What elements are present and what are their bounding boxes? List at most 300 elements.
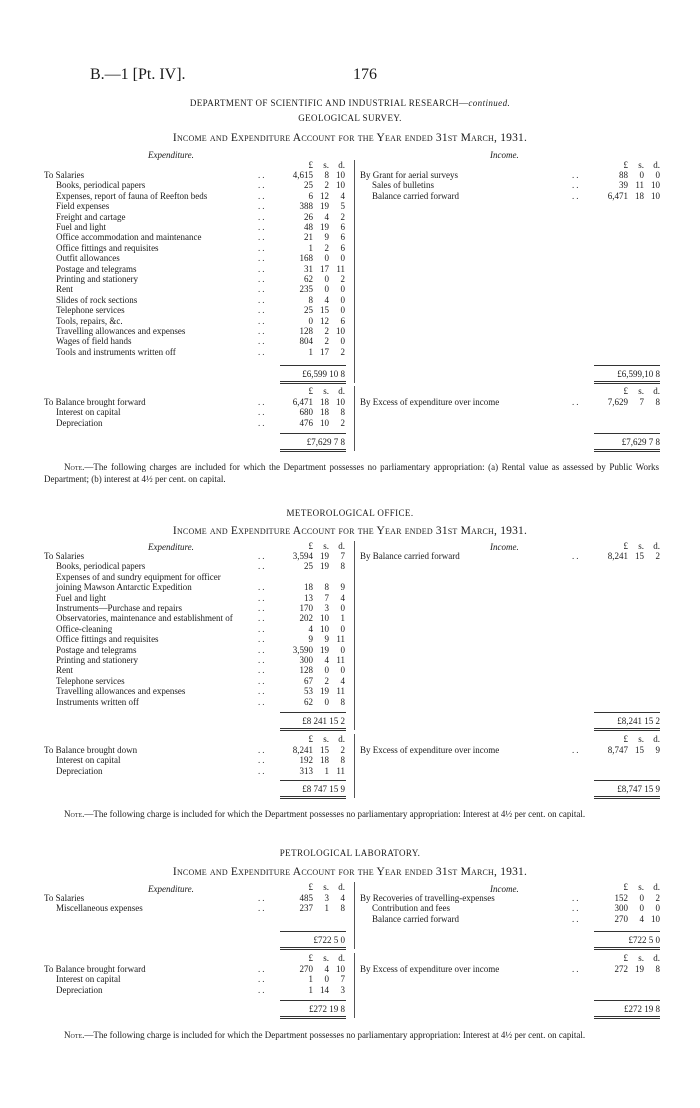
expenditure-heading: Expenditure. — [148, 542, 194, 552]
shillings-value: 10 — [320, 417, 329, 428]
pence-value: 0 — [340, 644, 345, 655]
currency-p: £ — [308, 882, 313, 892]
leader-dots: .. — [258, 263, 267, 274]
leader-dots: .. — [258, 634, 267, 645]
rule-line — [280, 381, 346, 382]
pounds-value: 388 — [299, 201, 313, 212]
pounds-value: 25 — [304, 180, 313, 191]
rule-line — [280, 780, 346, 781]
currency-p: £ — [623, 734, 628, 744]
expenditure-row-label: Observatories, maintenance and establishment of — [56, 613, 233, 624]
pounds-value: 67 — [304, 675, 313, 686]
note-paragraph — [44, 461, 659, 485]
leader-dots: .. — [258, 561, 267, 572]
leader-dots: .. — [572, 913, 581, 924]
note-paragraph — [44, 1029, 659, 1041]
shillings-value: 3 — [324, 893, 329, 903]
currency-s: s. — [638, 160, 644, 170]
pence-value: 8 — [340, 407, 345, 418]
pounds-value: 192 — [299, 755, 313, 766]
leader-dots: .. — [258, 665, 267, 676]
currency-d: d. — [338, 386, 345, 396]
leader-dots: .. — [572, 180, 581, 191]
expenditure-row — [44, 561, 345, 572]
pence-value: 9 — [655, 745, 660, 755]
expenditure-row — [44, 985, 345, 996]
expenditure-row — [44, 572, 345, 583]
currency-s: s. — [323, 734, 329, 744]
shillings-value: 17 — [320, 346, 329, 357]
expenditure-row-label: Field expenses — [56, 201, 110, 212]
currency-p: £ — [623, 882, 628, 892]
expenditure-row-label: Fuel and light — [56, 222, 106, 232]
pounds-value: 168 — [299, 253, 313, 264]
rule-line — [280, 383, 346, 384]
pence-value: 7 — [340, 551, 345, 561]
expenditure-total: £8 241 15 2 — [302, 716, 345, 726]
shillings-value: 7 — [639, 397, 644, 407]
pence-value: 6 — [340, 222, 345, 232]
expenditure-row — [44, 593, 345, 604]
rule-line — [594, 947, 660, 948]
pence-value: 11 — [336, 263, 345, 274]
expenditure-row-label: Slides of rock sections — [56, 294, 138, 305]
rule-line — [594, 712, 660, 713]
pounds-value: 8 — [308, 294, 313, 305]
expenditure-row-label: Depreciation — [56, 765, 103, 776]
expenditure-row — [44, 582, 345, 593]
shillings-value: 10 — [320, 613, 329, 624]
shillings-value: 0 — [324, 974, 329, 985]
pence-value: 10 — [336, 170, 345, 180]
shillings-value: 17 — [320, 263, 329, 274]
shillings-value: 9 — [324, 232, 329, 243]
leader-dots: .. — [572, 551, 581, 561]
shillings-value: 12 — [320, 315, 329, 326]
pounds-value: 4,615 — [292, 170, 313, 180]
rule-line — [594, 780, 660, 781]
pounds-value: 804 — [299, 336, 313, 347]
rule-line — [594, 381, 660, 382]
leader-dots: .. — [258, 190, 267, 201]
section-title: GEOLOGICAL SURVEY. — [298, 113, 402, 123]
shillings-value: 4 — [324, 294, 329, 305]
currency-d: d. — [653, 160, 660, 170]
pounds-value: 476 — [299, 417, 313, 428]
income-heading: Income. — [490, 884, 519, 894]
pence-value: 2 — [340, 346, 345, 357]
leader-dots: .. — [258, 294, 267, 305]
pounds-value: 6 — [308, 190, 313, 201]
pence-value: 0 — [340, 665, 345, 676]
leader-dots: .. — [258, 984, 267, 995]
currency-p: £ — [623, 953, 628, 963]
expenditure-row — [44, 316, 345, 327]
expenditure-row-label: To Salaries — [44, 893, 85, 903]
pence-value: 10 — [336, 180, 345, 191]
currency-s: s. — [323, 953, 329, 963]
leader-dots: .. — [258, 551, 267, 561]
leader-dots: .. — [572, 964, 581, 974]
currency-p: £ — [623, 160, 628, 170]
shillings-value: 0 — [324, 253, 329, 264]
pence-value: 4 — [340, 893, 345, 903]
rule-line — [280, 712, 346, 713]
income-total: £272 19 8 — [624, 1004, 660, 1014]
leader-dots: .. — [258, 686, 267, 697]
rule-line — [280, 798, 346, 799]
pounds-value: 8,241 — [607, 551, 628, 561]
income-row-label: By Balance carried forward — [360, 551, 460, 561]
shillings-value: 0 — [639, 170, 644, 180]
rule-line — [594, 931, 660, 932]
shillings-value: 0 — [324, 665, 329, 676]
rule-line — [280, 365, 346, 366]
note-text: —The following charge is included for which the Department possesses no parliamentary appropriation: Interest at 4½ per cent. on capital. — [84, 1030, 586, 1040]
currency-d: d. — [338, 882, 345, 892]
leader-dots: .. — [258, 232, 267, 243]
expenditure-row-label: To Balance brought forward — [44, 964, 146, 974]
shillings-value: 4 — [324, 655, 329, 665]
pounds-value: 128 — [299, 326, 313, 336]
pounds-value: 3,590 — [292, 644, 313, 655]
pence-value: 11 — [336, 686, 345, 697]
currency-d: d. — [338, 953, 345, 963]
rule-line — [280, 728, 346, 729]
pounds-value: 25 — [304, 305, 313, 316]
pounds-value: 31 — [304, 263, 313, 274]
income-row — [360, 180, 660, 191]
pence-value: 10 — [651, 180, 660, 191]
leader-dots: .. — [258, 675, 267, 686]
leader-dots: .. — [258, 346, 267, 357]
leader-dots: .. — [258, 696, 267, 707]
pounds-value: 18 — [304, 582, 313, 593]
pence-value: 0 — [340, 253, 345, 264]
leader-dots: .. — [572, 893, 581, 903]
pence-value: 3 — [340, 984, 345, 995]
rule-line — [594, 796, 660, 797]
leader-dots: .. — [572, 745, 581, 755]
pounds-value: 237 — [299, 903, 313, 914]
shillings-value: 18 — [320, 407, 329, 418]
expenditure-total: £272 19 8 — [309, 1004, 345, 1014]
pounds-value: 128 — [299, 665, 313, 676]
leader-dots: .. — [258, 755, 267, 766]
pounds-value: 48 — [304, 222, 313, 232]
pence-value: 10 — [651, 913, 660, 924]
expenditure-row-label: Instruments written off — [56, 696, 139, 707]
pence-value: 2 — [655, 893, 660, 903]
pence-value: 0 — [340, 294, 345, 305]
currency-p: £ — [308, 386, 313, 396]
leader-dots: .. — [258, 170, 267, 180]
pounds-value: 9 — [308, 634, 313, 645]
rule-line — [280, 796, 346, 797]
rule-line — [280, 931, 346, 932]
pounds-value: 1 — [308, 346, 313, 357]
pence-value: 2 — [340, 745, 345, 755]
pence-value: 2 — [655, 551, 660, 561]
currency-p: £ — [308, 734, 313, 744]
leader-dots: .. — [258, 644, 267, 655]
currency-d: d. — [338, 160, 345, 170]
leader-dots: .. — [572, 170, 581, 180]
income-total: £722 5 0 — [628, 935, 660, 945]
currency-s: s. — [323, 882, 329, 892]
rule-line — [594, 451, 660, 452]
pence-value: 0 — [340, 336, 345, 347]
shillings-value: 14 — [320, 984, 329, 995]
currency-p: £ — [623, 386, 628, 396]
expenditure-row-label: Office fittings and requisites — [56, 242, 159, 253]
currency-p: £ — [308, 160, 313, 170]
leader-dots: .. — [258, 336, 267, 347]
expenditure-row-label: Postage and telegrams — [56, 263, 137, 274]
shillings-value: 15 — [320, 745, 329, 755]
shillings-value: 19 — [635, 964, 644, 974]
column-divider — [354, 953, 355, 1018]
account-title: Income and Expenditure Account for the Year ended 31st March, 1931. — [172, 132, 528, 144]
shillings-value: 0 — [639, 903, 644, 914]
expenditure-row — [44, 624, 345, 635]
expenditure-row — [44, 295, 345, 306]
leader-dots: .. — [258, 274, 267, 284]
rule-line — [594, 1016, 660, 1017]
currency-p: £ — [623, 541, 628, 551]
pounds-value: 25 — [304, 561, 313, 572]
expenditure-row — [44, 305, 345, 316]
expenditure-row-label: Fuel and light — [56, 592, 106, 603]
pence-value: 8 — [655, 397, 660, 407]
shillings-value: 3 — [324, 603, 329, 613]
note-text: —The following charge is included for which the Department possesses no parliamentary appropriation: Interest at 4½ per cent. on capital. — [84, 809, 586, 819]
expenditure-row-label: Tools and instruments written off — [56, 346, 176, 357]
expenditure-row-label: Freight and cartage — [56, 211, 126, 222]
shillings-value: 0 — [639, 893, 644, 903]
shillings-value: 10 — [320, 623, 329, 634]
page-header — [90, 66, 640, 86]
income-total: £6,599,10 8 — [617, 369, 660, 379]
pence-value: 10 — [336, 964, 345, 974]
pence-value: 0 — [340, 284, 345, 295]
pence-value: 9 — [340, 582, 345, 593]
expenditure-row-label: To Balance brought down — [44, 745, 138, 755]
leader-dots: .. — [258, 603, 267, 613]
pence-value: 2 — [340, 417, 345, 428]
pence-value: 4 — [340, 190, 345, 201]
shillings-value: 12 — [320, 190, 329, 201]
pounds-value: 26 — [304, 211, 313, 222]
pounds-value: 6,471 — [607, 190, 628, 201]
shillings-value: 18 — [320, 397, 329, 407]
rule-line — [594, 1018, 660, 1019]
currency-d: d. — [338, 541, 345, 551]
note-text: —The following charges are included for which the Department possesses no parliamentary appropriation: (a) Rental value as assessed by Public Works Department; (b) interest at 4½ per cent. on capital. — [44, 462, 659, 484]
pence-value: 11 — [336, 655, 345, 665]
page-number: 176 — [353, 66, 377, 83]
leader-dots: .. — [258, 655, 267, 665]
expenditure-row-label: Tools, repairs, &c. — [56, 315, 123, 326]
pence-value: 6 — [340, 232, 345, 243]
shillings-value: 18 — [320, 755, 329, 766]
leader-dots: .. — [258, 592, 267, 603]
currency-s: s. — [638, 953, 644, 963]
shillings-value: 1 — [324, 765, 329, 776]
rule-line — [280, 1018, 346, 1019]
pounds-value: 0 — [308, 315, 313, 326]
shillings-value: 19 — [320, 222, 329, 232]
pence-value: 10 — [651, 190, 660, 201]
currency-s: s. — [323, 160, 329, 170]
income-total: £8,241 15 2 — [617, 716, 660, 726]
leader-dots: .. — [258, 903, 267, 914]
pounds-value: 62 — [304, 696, 313, 707]
leader-dots: .. — [258, 964, 267, 974]
expenditure-row-label: Wages of field hands — [56, 336, 132, 347]
pence-value: 6 — [340, 315, 345, 326]
currency-p: £ — [308, 541, 313, 551]
currency-s: s. — [638, 541, 644, 551]
expenditure-row-label: Expenses of and sundry equipment for officer — [56, 571, 221, 582]
pounds-value: 1 — [308, 242, 313, 253]
income-heading: Income. — [490, 150, 519, 160]
leader-dots: .. — [258, 407, 267, 418]
income-row — [360, 170, 660, 181]
pounds-value: 272 — [614, 964, 628, 974]
expenditure-row-label: Travelling allowances and expenses — [56, 686, 186, 697]
shillings-value: 19 — [320, 644, 329, 655]
rule-line — [280, 947, 346, 948]
pounds-value: 62 — [304, 274, 313, 284]
rule-line — [280, 451, 346, 452]
pounds-value: 3,594 — [292, 551, 313, 561]
expenditure-row-label: Depreciation — [56, 984, 103, 995]
income-row-label: Balance carried forward — [372, 913, 459, 924]
expenditure-row-label: Outfit allowances — [56, 253, 120, 264]
pence-value: 4 — [340, 592, 345, 603]
shillings-value: 18 — [635, 190, 644, 201]
shillings-value: 15 — [635, 745, 644, 755]
leader-dots: .. — [258, 315, 267, 326]
shillings-value: 2 — [324, 326, 329, 336]
rule-line — [594, 728, 660, 729]
expenditure-row — [44, 232, 345, 243]
rule-line — [280, 1016, 346, 1017]
expenditure-row-label: Books, periodical papers — [56, 180, 146, 191]
pence-value: 11 — [336, 765, 345, 776]
pence-value: 10 — [336, 326, 345, 336]
expenditure-row — [44, 686, 345, 697]
expenditure-row-label: Books, periodical papers — [56, 561, 146, 572]
expenditure-row-label: Expenses, report of fauna of Reefton beds — [56, 190, 208, 201]
pence-value: 8 — [655, 964, 660, 974]
leader-dots: .. — [258, 211, 267, 222]
shillings-value: 2 — [324, 242, 329, 253]
shillings-value: 0 — [324, 696, 329, 707]
expenditure-row-label: Office accommodation and maintenance — [56, 232, 202, 243]
pounds-value: 7,629 — [607, 397, 628, 407]
expenditure-row-label: To Salaries — [44, 170, 85, 180]
pence-value: 11 — [336, 634, 345, 645]
pounds-value: 170 — [299, 603, 313, 613]
shillings-value: 8 — [324, 170, 329, 180]
currency-d: d. — [653, 882, 660, 892]
currency-s: s. — [323, 541, 329, 551]
expenditure-row — [44, 264, 345, 275]
pounds-value: 1 — [308, 984, 313, 995]
section-title: PETROLOGICAL LABORATORY. — [279, 848, 421, 858]
pence-value: 0 — [655, 170, 660, 180]
shillings-value: 19 — [320, 561, 329, 572]
pence-value: 0 — [340, 305, 345, 316]
pounds-value: 8,747 — [607, 745, 628, 755]
expenditure-row-label: Interest on capital — [56, 407, 121, 418]
shillings-value: 9 — [324, 634, 329, 645]
column-divider — [354, 882, 355, 949]
account-title: Income and Expenditure Account for the Year ended 31st March, 1931. — [172, 525, 528, 537]
pence-value: 0 — [340, 623, 345, 634]
rule-line — [594, 1000, 660, 1001]
pounds-value: 313 — [299, 765, 313, 776]
pence-value: 0 — [655, 903, 660, 914]
income-row-label: By Excess of expenditure over income — [360, 397, 500, 407]
income-row-label: Balance carried forward — [372, 190, 459, 201]
leader-dots: .. — [258, 582, 267, 593]
leader-dots: .. — [258, 305, 267, 316]
leader-dots: .. — [258, 745, 267, 755]
pounds-value: 6,471 — [292, 397, 313, 407]
income-heading: Income. — [490, 542, 519, 552]
pounds-value: 1 — [308, 974, 313, 985]
expenditure-row — [44, 212, 345, 223]
expenditure-row-label: Telephone services — [56, 305, 125, 316]
expenditure-row-label: Postage and telegrams — [56, 644, 137, 655]
pounds-value: 53 — [304, 686, 313, 697]
leader-dots: .. — [572, 397, 581, 407]
expenditure-row — [44, 180, 345, 191]
currency-p: £ — [308, 953, 313, 963]
leader-dots: .. — [258, 242, 267, 253]
pence-value: 6 — [340, 242, 345, 253]
expenditure-row-label: Interest on capital — [56, 755, 121, 766]
expenditure-row-label: Miscellaneous expenses — [56, 903, 143, 914]
pence-value: 5 — [340, 201, 345, 212]
pence-value: 7 — [340, 974, 345, 985]
currency-s: s. — [323, 386, 329, 396]
pounds-value: 270 — [299, 964, 313, 974]
rule-line — [594, 383, 660, 384]
report-reference: B.—1 [Pt. IV]. — [90, 66, 186, 83]
leader-dots: .. — [258, 222, 267, 232]
pounds-value: 13 — [304, 592, 313, 603]
income-total: £8,747 15 9 — [617, 784, 660, 794]
expenditure-row-label: joining Mawson Antarctic Expedition — [56, 582, 192, 593]
expenditure-row-label: Telephone services — [56, 675, 125, 686]
pounds-value: 4 — [308, 623, 313, 634]
shillings-value: 0 — [324, 274, 329, 284]
pence-value: 2 — [340, 211, 345, 222]
rule-line — [280, 449, 346, 450]
expenditure-total: £722 5 0 — [313, 935, 345, 945]
leader-dots: .. — [258, 326, 267, 336]
note-paragraph — [44, 808, 659, 820]
expenditure-row — [44, 974, 345, 985]
pounds-value: 300 — [299, 655, 313, 665]
currency-d: d. — [653, 541, 660, 551]
expenditure-row-label: Travelling allowances and expenses — [56, 326, 186, 336]
pounds-value: 270 — [614, 913, 628, 924]
